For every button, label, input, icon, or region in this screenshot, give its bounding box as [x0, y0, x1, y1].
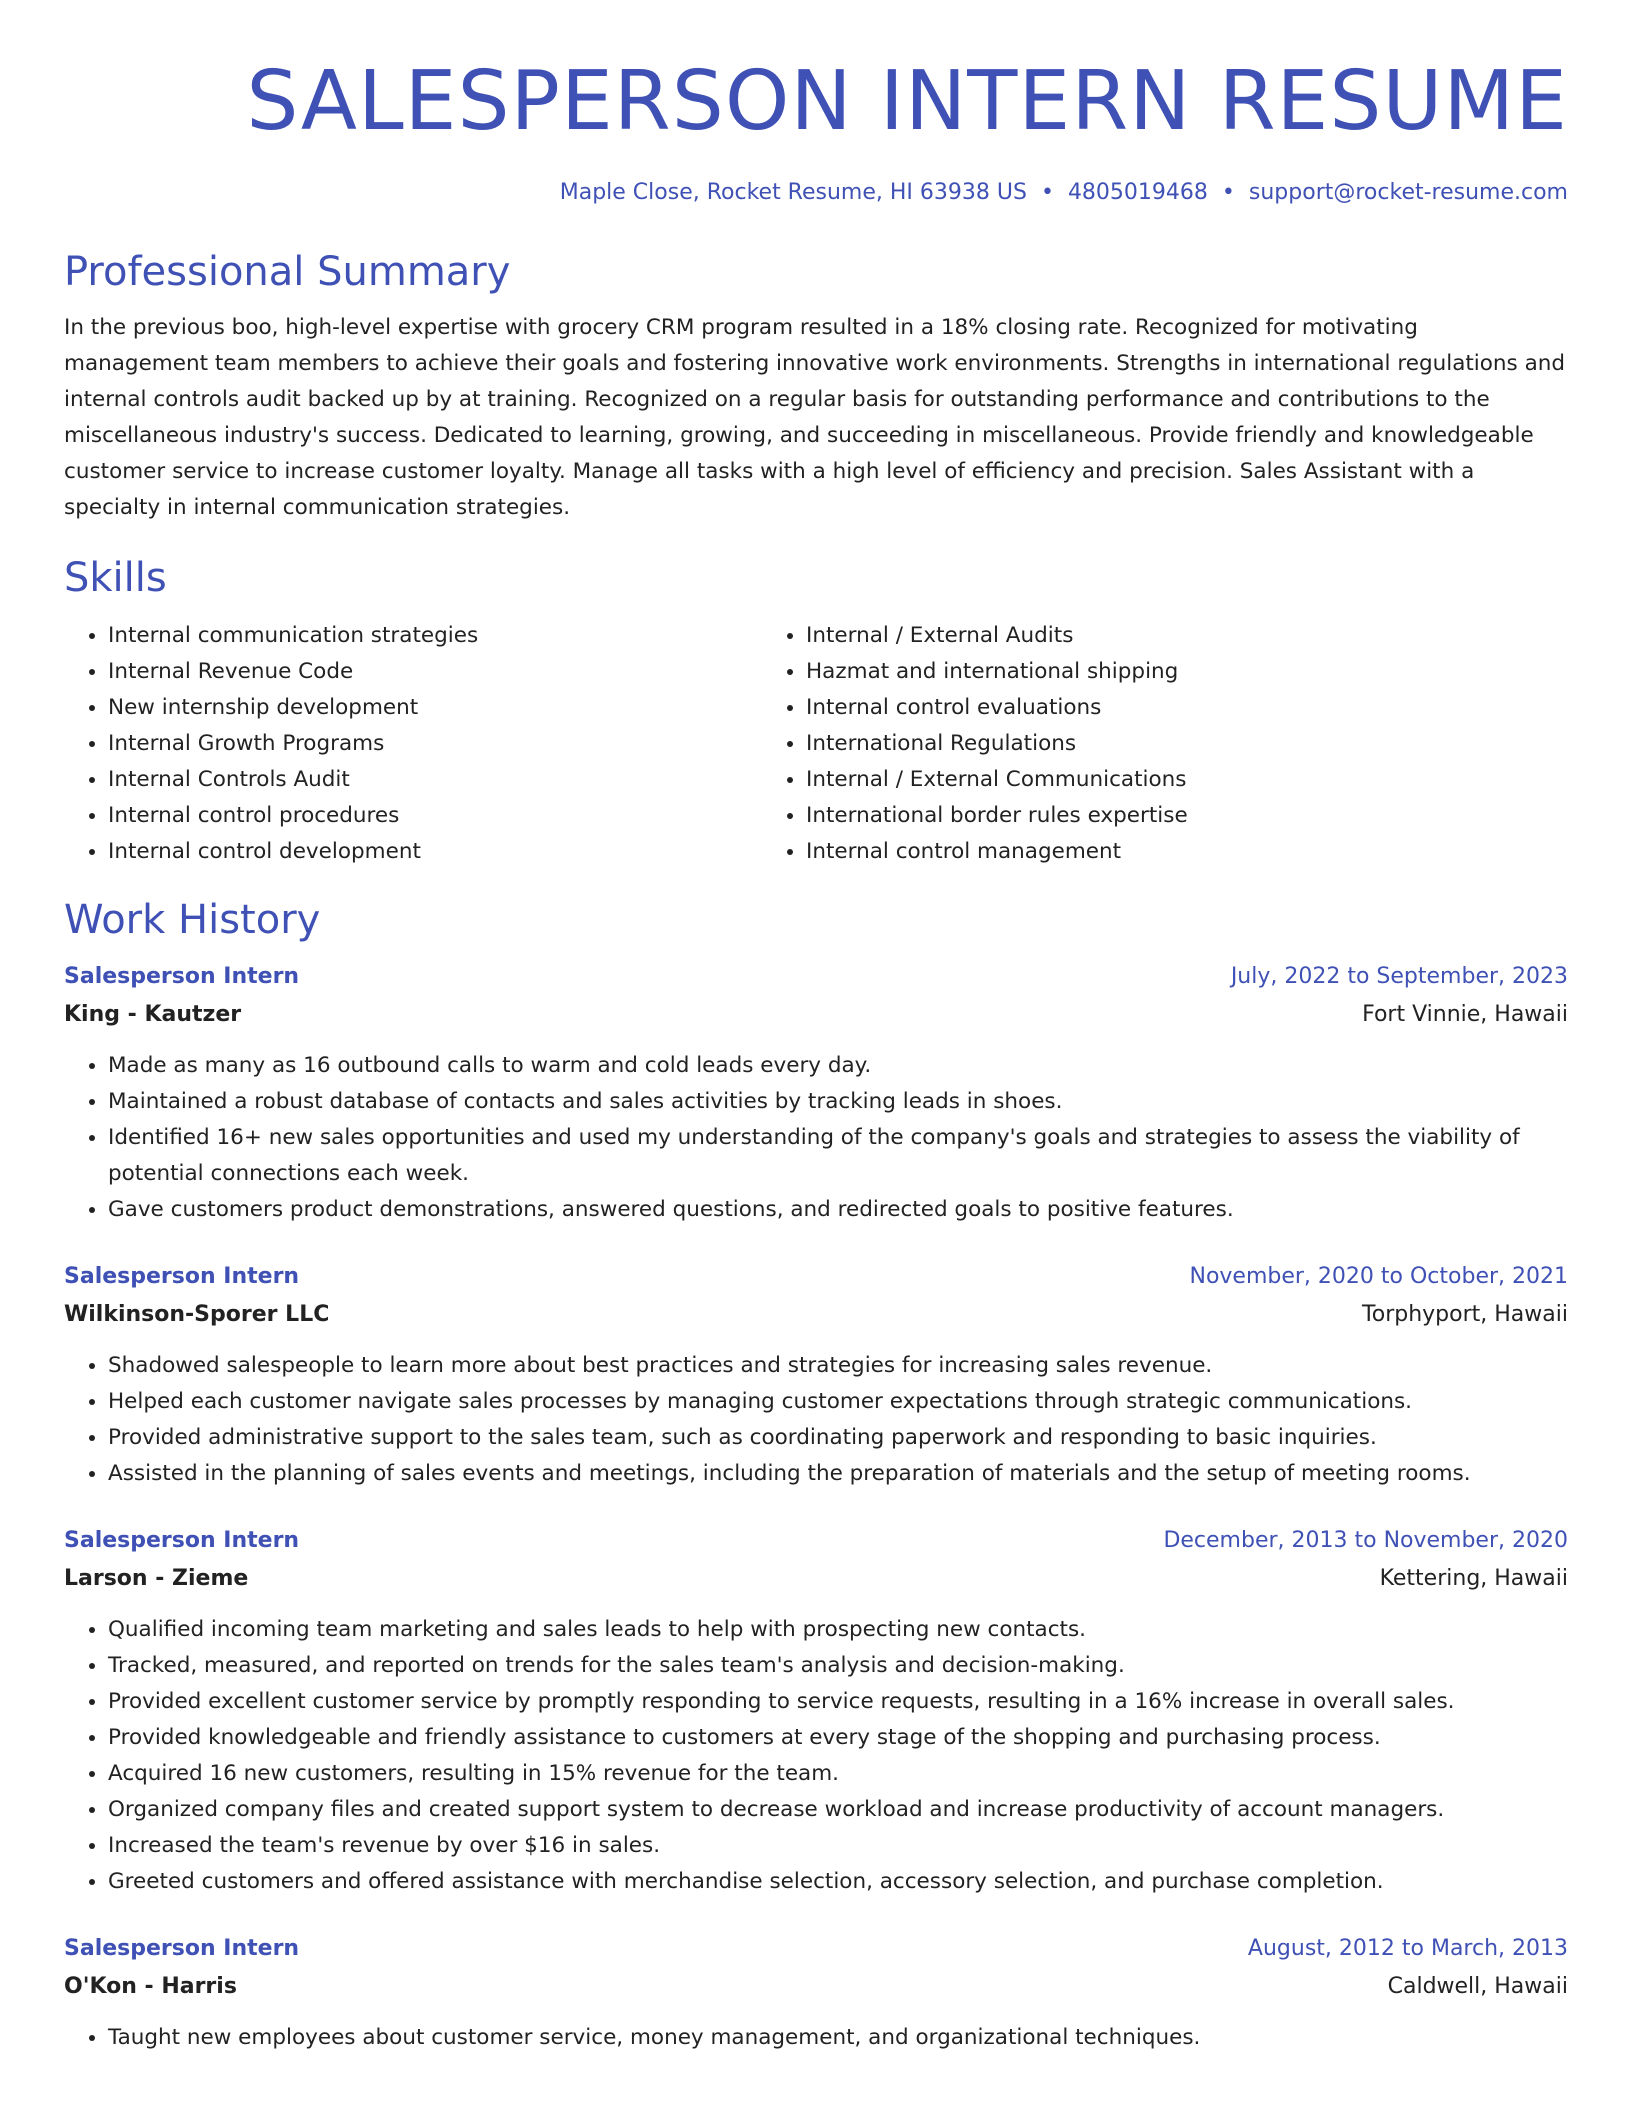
job-bullet: • Acquired 16 new customers, resulting in 15% revenue for the team. [108, 1756, 1568, 1792]
job-bullet: • Provided knowledgeable and friendly assistance to customers at every stage of the shopping and purchasing process. [108, 1720, 1568, 1756]
contact-phone: 4805019468 [1067, 180, 1208, 205]
job-bullets [64, 1048, 1568, 1228]
skill-item: • Internal / External Communications [806, 762, 1568, 798]
job-bullet: • Maintained a robust database of contacts and sales activities by tracking leads in shoes. [108, 1084, 1568, 1120]
job-dates: December, 2013 to November, 2020 [1163, 1528, 1568, 1553]
skills-list [64, 618, 1568, 870]
job-dates: August, 2012 to March, 2013 [1247, 1936, 1568, 1961]
skill-item: • Hazmat and international shipping [806, 654, 1568, 690]
summary-text: In the previous boo, high-level expertise with grocery CRM program resulted in a 18% closing rate. Recognized for motivating management team members to achieve their goals and fostering innovative work environments. Strengths in international regulations and internal controls audit backed up by at training. Recognized on a regular basis for outstanding performance and contributions to the miscellaneous industry's success. Dedicated to learning, growing, and succeeding in miscellaneous. Provide friendly and knowledgeable customer service to increase customer loyalty. Manage all tasks with a high level of efficiency and precision. Sales Assistant with a specialty in internal communication strategies. [64, 315, 1566, 520]
job-entry [64, 1522, 1568, 1900]
skill-item: • Internal control development [108, 834, 762, 870]
job-dates: November, 2020 to October, 2021 [1189, 1264, 1568, 1289]
skill-item: • Internal Growth Programs [108, 726, 762, 762]
skill-item: • Internal Revenue Code [108, 654, 762, 690]
job-dates: July, 2022 to September, 2023 [1230, 964, 1568, 989]
job-header [64, 1258, 1568, 1296]
job-subheader [64, 1968, 1568, 2006]
job-bullet: • Increased the team's revenue by over $16 in sales. [108, 1828, 1568, 1864]
job-bullet: • Helped each customer navigate sales processes by managing customer expectations through strategic communications. [108, 1384, 1568, 1420]
job-bullet: • Provided administrative support to the sales team, such as coordinating paperwork and responding to basic inquiries. [108, 1420, 1568, 1456]
job-location: Kettering, Hawaii [1379, 1566, 1568, 1591]
job-bullets [64, 1348, 1568, 1492]
skills-column-left [64, 618, 762, 870]
skill-item: • Internal communication strategies [108, 618, 762, 654]
job-bullet: • Assisted in the planning of sales events and meetings, including the preparation of materials and the setup of meeting rooms. [108, 1456, 1568, 1492]
job-bullet: • Greeted customers and offered assistance with merchandise selection, accessory selection, and purchase completion. [108, 1864, 1568, 1900]
job-header [64, 958, 1568, 996]
skills-heading: Skills [64, 555, 167, 601]
job-bullet: • Organized company files and created support system to decrease workload and increase productivity of account managers. [108, 1792, 1568, 1828]
job-bullet: • Gave customers product demonstrations, answered questions, and redirected goals to positive features. [108, 1192, 1568, 1228]
job-company: King - Kautzer [64, 1002, 242, 1027]
skill-item: • New internship development [108, 690, 762, 726]
job-subheader [64, 1560, 1568, 1598]
skills-column-right [762, 618, 1568, 870]
job-role: Salesperson Intern [64, 1528, 300, 1553]
skill-item: • International border rules expertise [806, 798, 1568, 834]
job-bullet: • Taught new employees about customer service, money management, and organizational techniques. [108, 2020, 1568, 2056]
work-history-heading: Work History [64, 897, 321, 943]
job-subheader [64, 1296, 1568, 1334]
job-role: Salesperson Intern [64, 964, 300, 989]
job-subheader [64, 996, 1568, 1034]
skill-item: • Internal control evaluations [806, 690, 1568, 726]
resume-page [64, 0, 1568, 2056]
job-company: Wilkinson-Sporer LLC [64, 1302, 330, 1327]
job-header [64, 1930, 1568, 1968]
job-bullets [64, 2020, 1568, 2056]
job-role: Salesperson Intern [64, 1936, 300, 1961]
resume-title: SALESPERSON INTERN RESUME [246, 54, 1568, 149]
job-company: O'Kon - Harris [64, 1974, 237, 1999]
job-header [64, 1522, 1568, 1560]
job-bullet: • Identified 16+ new sales opportunities and used my understanding of the company's goals and strategies to assess the viability of potential connections each week. [108, 1120, 1568, 1192]
skill-item: • Internal control procedures [108, 798, 762, 834]
summary-heading: Professional Summary [64, 249, 511, 295]
job-entry [64, 1930, 1568, 2056]
contact-separator: • [1040, 180, 1054, 205]
job-company: Larson - Zieme [64, 1566, 249, 1591]
job-bullet: • Provided excellent customer service by promptly responding to service requests, resulting in a 16% increase in overall sales. [108, 1684, 1568, 1720]
skill-item: • Internal control management [806, 834, 1568, 870]
job-entry [64, 1258, 1568, 1492]
skill-item: • Internal Controls Audit [108, 762, 762, 798]
skill-item: • International Regulations [806, 726, 1568, 762]
job-role: Salesperson Intern [64, 1264, 300, 1289]
contact-email: support@rocket-resume.com [1248, 180, 1568, 205]
job-location: Fort Vinnie, Hawaii [1362, 1002, 1568, 1027]
contact-line [64, 178, 1568, 208]
job-location: Caldwell, Hawaii [1387, 1974, 1568, 1999]
job-bullets [64, 1612, 1568, 1900]
contact-address: Maple Close, Rocket Resume, HI 63938 US [559, 180, 1027, 205]
job-bullet: • Tracked, measured, and reported on trends for the sales team's analysis and decision-making. [108, 1648, 1568, 1684]
job-location: Torphyport, Hawaii [1362, 1302, 1568, 1327]
job-bullet: • Shadowed salespeople to learn more about best practices and strategies for increasing sales revenue. [108, 1348, 1568, 1384]
contact-separator: • [1221, 180, 1235, 205]
job-entry [64, 958, 1568, 1228]
skill-item: • Internal / External Audits [806, 618, 1568, 654]
job-bullet: • Made as many as 16 outbound calls to warm and cold leads every day. [108, 1048, 1568, 1084]
job-bullet: • Qualified incoming team marketing and sales leads to help with prospecting new contacts. [108, 1612, 1568, 1648]
